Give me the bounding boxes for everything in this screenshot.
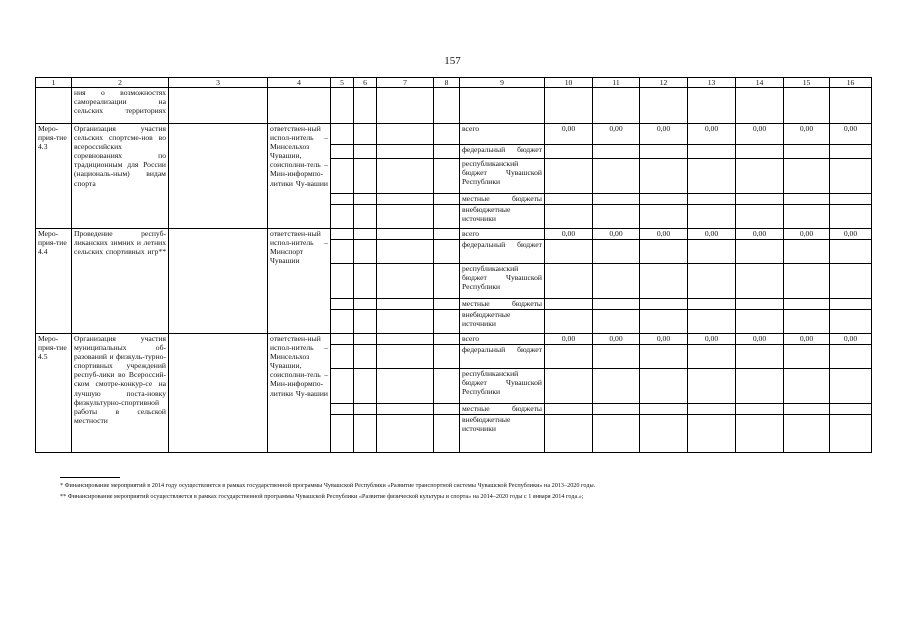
table-cell bbox=[354, 404, 377, 415]
column-header: 7 bbox=[377, 78, 434, 88]
table-cell bbox=[434, 345, 460, 369]
table-cell bbox=[593, 264, 640, 299]
table-cell bbox=[545, 369, 593, 404]
table-cell bbox=[688, 88, 736, 124]
table-cell bbox=[830, 299, 872, 310]
table-cell bbox=[331, 345, 354, 369]
table-cell bbox=[377, 334, 434, 345]
table-cell bbox=[784, 404, 830, 415]
table-cell bbox=[784, 240, 830, 264]
table-cell bbox=[830, 194, 872, 205]
table-cell bbox=[354, 264, 377, 299]
column-header: 16 bbox=[830, 78, 872, 88]
activity-name: Организация участия сельских спортсме-нов во всероссийских соревнованиях по традиционным для России (националь-ным) видам спорта bbox=[72, 124, 169, 229]
table-cell bbox=[830, 404, 872, 415]
amount-cell: 0,00 bbox=[736, 229, 784, 240]
table-cell bbox=[354, 88, 377, 124]
funding-source: федеральный бюджет bbox=[460, 240, 545, 264]
table-cell bbox=[688, 415, 736, 453]
table-cell bbox=[640, 194, 688, 205]
table-cell bbox=[377, 310, 434, 334]
activities-table bbox=[35, 77, 872, 453]
table-cell bbox=[736, 404, 784, 415]
table-cell bbox=[688, 194, 736, 205]
table-cell bbox=[377, 159, 434, 194]
column-header: 4 bbox=[268, 78, 331, 88]
table-cell bbox=[688, 404, 736, 415]
table-cell bbox=[830, 159, 872, 194]
table-cell bbox=[640, 310, 688, 334]
table-cell bbox=[736, 159, 784, 194]
funding-source: всего bbox=[460, 334, 545, 345]
table-cell bbox=[736, 310, 784, 334]
table-cell bbox=[331, 415, 354, 453]
table-cell bbox=[331, 194, 354, 205]
table-cell bbox=[545, 404, 593, 415]
amount-cell: 0,00 bbox=[784, 334, 830, 345]
table-cell bbox=[377, 124, 434, 145]
table-cell bbox=[830, 264, 872, 299]
table-cell bbox=[434, 240, 460, 264]
table-cell bbox=[434, 299, 460, 310]
continuation-text: ния о возможностях самореализации на сельских территориях bbox=[72, 88, 169, 124]
table-cell bbox=[331, 229, 354, 240]
column-header: 9 bbox=[460, 78, 545, 88]
table-cell bbox=[434, 229, 460, 240]
table-cell bbox=[354, 310, 377, 334]
amount-cell: 0,00 bbox=[593, 124, 640, 145]
table-cell bbox=[354, 124, 377, 145]
table-cell bbox=[688, 240, 736, 264]
table-cell bbox=[784, 159, 830, 194]
column-header: 8 bbox=[434, 78, 460, 88]
table-cell bbox=[784, 264, 830, 299]
table-cell bbox=[434, 159, 460, 194]
table-cell bbox=[377, 145, 434, 159]
table-row bbox=[36, 124, 872, 145]
table-cell bbox=[688, 264, 736, 299]
table-cell bbox=[331, 404, 354, 415]
table-cell bbox=[545, 205, 593, 229]
table-cell bbox=[268, 88, 331, 124]
funding-source: республиканский бюджет Чувашской Республики bbox=[460, 369, 545, 404]
continuation-row bbox=[36, 88, 872, 124]
table-cell bbox=[434, 264, 460, 299]
activity-executor: ответствен-ный испол-нитель – Минсельхоз Чувашии, соисполни-тель – Мин-информпо-литики Чу-вашии bbox=[268, 334, 331, 453]
table-cell bbox=[377, 345, 434, 369]
column-header: 13 bbox=[688, 78, 736, 88]
footnote-divider bbox=[60, 477, 120, 478]
table-cell bbox=[331, 159, 354, 194]
table-cell bbox=[736, 145, 784, 159]
table-cell bbox=[784, 88, 830, 124]
table-cell bbox=[688, 205, 736, 229]
footnote: ** Финансирование мероприятий осуществляется в рамках государственной программы Чувашской Республики «Развитие физической культуры и спорта» на 2014–2020 годы с 1 января 2014 года.»; bbox=[60, 493, 584, 500]
table-cell bbox=[830, 240, 872, 264]
amount-cell: 0,00 bbox=[545, 229, 593, 240]
table-cell bbox=[784, 415, 830, 453]
table-cell bbox=[593, 145, 640, 159]
table-cell bbox=[593, 299, 640, 310]
amount-cell: 0,00 bbox=[736, 124, 784, 145]
activity-code: Меро-прия-тие 4.4 bbox=[36, 229, 72, 334]
table-cell bbox=[736, 205, 784, 229]
table-cell bbox=[784, 299, 830, 310]
activity-code: Меро-прия-тие 4.3 bbox=[36, 124, 72, 229]
table-cell bbox=[688, 345, 736, 369]
funding-source: всего bbox=[460, 229, 545, 240]
table-cell bbox=[331, 369, 354, 404]
amount-cell: 0,00 bbox=[640, 229, 688, 240]
activity-name: Организация участия муниципальных об-разований и физкуль-турно-спортивных учреждений респуб-лики во Всероссий-ском смотре-конкур-се на лучшую поста-новку физкультурно-спортивной работы в сельской местности bbox=[72, 334, 169, 453]
funding-source: республиканский бюджет Чувашской Республики bbox=[460, 159, 545, 194]
table-cell bbox=[640, 345, 688, 369]
amount-cell: 0,00 bbox=[688, 229, 736, 240]
amount-cell: 0,00 bbox=[593, 229, 640, 240]
table-cell bbox=[545, 145, 593, 159]
table-cell bbox=[354, 229, 377, 240]
funding-source: местные бюджеты bbox=[460, 194, 545, 205]
table-cell bbox=[434, 369, 460, 404]
column-header: 2 bbox=[72, 78, 169, 88]
footnotes bbox=[60, 480, 880, 502]
table-cell bbox=[434, 194, 460, 205]
funding-source: местные бюджеты bbox=[460, 404, 545, 415]
table-cell bbox=[736, 264, 784, 299]
table-cell bbox=[331, 334, 354, 345]
table-cell bbox=[169, 229, 268, 334]
table-cell bbox=[640, 88, 688, 124]
table-cell bbox=[354, 194, 377, 205]
amount-cell: 0,00 bbox=[593, 334, 640, 345]
table-cell bbox=[377, 205, 434, 229]
funding-source: всего bbox=[460, 124, 545, 145]
column-header: 11 bbox=[593, 78, 640, 88]
table-cell bbox=[593, 194, 640, 205]
table-cell bbox=[434, 310, 460, 334]
table-cell bbox=[593, 159, 640, 194]
table-cell bbox=[434, 334, 460, 345]
table-cell bbox=[784, 345, 830, 369]
funding-source: внебюджетные источники bbox=[460, 310, 545, 334]
table-cell bbox=[354, 345, 377, 369]
table-cell bbox=[434, 145, 460, 159]
column-header: 15 bbox=[784, 78, 830, 88]
funding-source: внебюджетные источники bbox=[460, 205, 545, 229]
table-cell bbox=[830, 369, 872, 404]
table-cell bbox=[545, 88, 593, 124]
table-cell bbox=[784, 145, 830, 159]
table-cell bbox=[377, 229, 434, 240]
table-cell bbox=[545, 345, 593, 369]
table-cell bbox=[331, 145, 354, 159]
table-cell bbox=[377, 194, 434, 205]
amount-cell: 0,00 bbox=[688, 124, 736, 145]
table-cell bbox=[640, 369, 688, 404]
table-cell bbox=[784, 310, 830, 334]
table-body bbox=[36, 78, 872, 453]
amount-cell: 0,00 bbox=[784, 229, 830, 240]
column-header: 10 bbox=[545, 78, 593, 88]
table-cell bbox=[640, 205, 688, 229]
amount-cell: 0,00 bbox=[736, 334, 784, 345]
table-cell bbox=[331, 299, 354, 310]
table-cell bbox=[434, 205, 460, 229]
column-header: 1 bbox=[36, 78, 72, 88]
table-cell bbox=[354, 299, 377, 310]
table-row bbox=[36, 229, 872, 240]
table-cell bbox=[736, 194, 784, 205]
table-cell bbox=[377, 369, 434, 404]
table-cell bbox=[640, 299, 688, 310]
activity-executor: ответствен-ный испол-нитель – Минсельхоз Чувашии, соисполни-тель – Мин-информпо-литики Чу-вашии bbox=[268, 124, 331, 229]
table-cell bbox=[640, 264, 688, 299]
table-cell bbox=[354, 159, 377, 194]
table-cell bbox=[830, 345, 872, 369]
column-header: 6 bbox=[354, 78, 377, 88]
amount-cell: 0,00 bbox=[784, 124, 830, 145]
table-cell bbox=[736, 88, 784, 124]
table-cell bbox=[688, 145, 736, 159]
table-cell bbox=[640, 240, 688, 264]
table-cell bbox=[736, 369, 784, 404]
amount-cell: 0,00 bbox=[830, 334, 872, 345]
table-cell bbox=[434, 404, 460, 415]
table-cell bbox=[736, 345, 784, 369]
table-cell bbox=[434, 415, 460, 453]
table-cell bbox=[593, 404, 640, 415]
table-cell bbox=[354, 369, 377, 404]
table-cell bbox=[354, 240, 377, 264]
table-cell bbox=[354, 205, 377, 229]
table-cell bbox=[640, 404, 688, 415]
header-row bbox=[36, 78, 872, 88]
table-cell bbox=[593, 345, 640, 369]
amount-cell: 0,00 bbox=[545, 334, 593, 345]
amount-cell: 0,00 bbox=[830, 229, 872, 240]
amount-cell: 0,00 bbox=[830, 124, 872, 145]
table-cell bbox=[830, 205, 872, 229]
amount-cell: 0,00 bbox=[545, 124, 593, 145]
table-cell bbox=[169, 334, 268, 453]
table-cell bbox=[640, 145, 688, 159]
table-cell bbox=[545, 310, 593, 334]
activity-code: Меро-прия-тие 4.5 bbox=[36, 334, 72, 453]
column-header: 14 bbox=[736, 78, 784, 88]
table-cell bbox=[331, 124, 354, 145]
table-cell bbox=[830, 310, 872, 334]
table-cell bbox=[434, 124, 460, 145]
table-cell bbox=[377, 404, 434, 415]
table-cell bbox=[784, 194, 830, 205]
table-cell bbox=[688, 299, 736, 310]
column-header: 5 bbox=[331, 78, 354, 88]
table-cell bbox=[377, 299, 434, 310]
column-header: 12 bbox=[640, 78, 688, 88]
table-cell bbox=[640, 159, 688, 194]
table-cell bbox=[830, 415, 872, 453]
table-cell bbox=[169, 88, 268, 124]
amount-cell: 0,00 bbox=[640, 334, 688, 345]
table-row bbox=[36, 334, 872, 345]
table-cell bbox=[830, 145, 872, 159]
table-cell bbox=[736, 415, 784, 453]
table-cell bbox=[784, 205, 830, 229]
table-cell bbox=[331, 240, 354, 264]
funding-source: местные бюджеты bbox=[460, 299, 545, 310]
table-cell bbox=[354, 334, 377, 345]
table-cell bbox=[354, 145, 377, 159]
table-cell bbox=[593, 415, 640, 453]
table-cell bbox=[331, 310, 354, 334]
table-cell bbox=[736, 299, 784, 310]
table-cell bbox=[460, 88, 545, 124]
activity-name: Проведение респуб-ликанских зимних и летних сельских спортивных игр** bbox=[72, 229, 169, 334]
table-cell bbox=[377, 88, 434, 124]
table-cell bbox=[354, 415, 377, 453]
table-cell bbox=[545, 240, 593, 264]
table-cell bbox=[545, 194, 593, 205]
table-cell bbox=[377, 264, 434, 299]
table-cell bbox=[545, 299, 593, 310]
table-cell bbox=[331, 205, 354, 229]
table-cell bbox=[784, 369, 830, 404]
column-header: 3 bbox=[169, 78, 268, 88]
table-cell bbox=[545, 415, 593, 453]
table-cell bbox=[377, 415, 434, 453]
table-cell bbox=[640, 415, 688, 453]
activity-executor: ответствен-ный испол-нитель – Минспорт Чувашии bbox=[268, 229, 331, 334]
table-cell bbox=[593, 205, 640, 229]
page-number: 157 bbox=[444, 55, 461, 67]
table-cell bbox=[688, 159, 736, 194]
table-cell bbox=[377, 240, 434, 264]
table-cell bbox=[331, 88, 354, 124]
table-cell bbox=[331, 264, 354, 299]
table-cell bbox=[36, 88, 72, 124]
table-cell bbox=[169, 124, 268, 229]
funding-source: внебюджетные источники bbox=[460, 415, 545, 453]
footnote: * Финансирование мероприятий в 2014 году осуществляется в рамках государственной программы Чувашской Республики «Развитие транспортной системы Чувашской Республики» на 2013–2020 годы. bbox=[60, 482, 596, 489]
table-cell bbox=[688, 310, 736, 334]
amount-cell: 0,00 bbox=[688, 334, 736, 345]
funding-source: республиканский бюджет Чувашской Республики bbox=[460, 264, 545, 299]
table-cell bbox=[593, 240, 640, 264]
funding-source: федеральный бюджет bbox=[460, 345, 545, 369]
table-cell bbox=[434, 88, 460, 124]
table-cell bbox=[593, 88, 640, 124]
table-cell bbox=[593, 369, 640, 404]
table-cell bbox=[830, 88, 872, 124]
table-cell bbox=[736, 240, 784, 264]
table-cell bbox=[545, 159, 593, 194]
funding-source: федеральный бюджет bbox=[460, 145, 545, 159]
amount-cell: 0,00 bbox=[640, 124, 688, 145]
table-cell bbox=[545, 264, 593, 299]
table-cell bbox=[688, 369, 736, 404]
table-cell bbox=[593, 310, 640, 334]
